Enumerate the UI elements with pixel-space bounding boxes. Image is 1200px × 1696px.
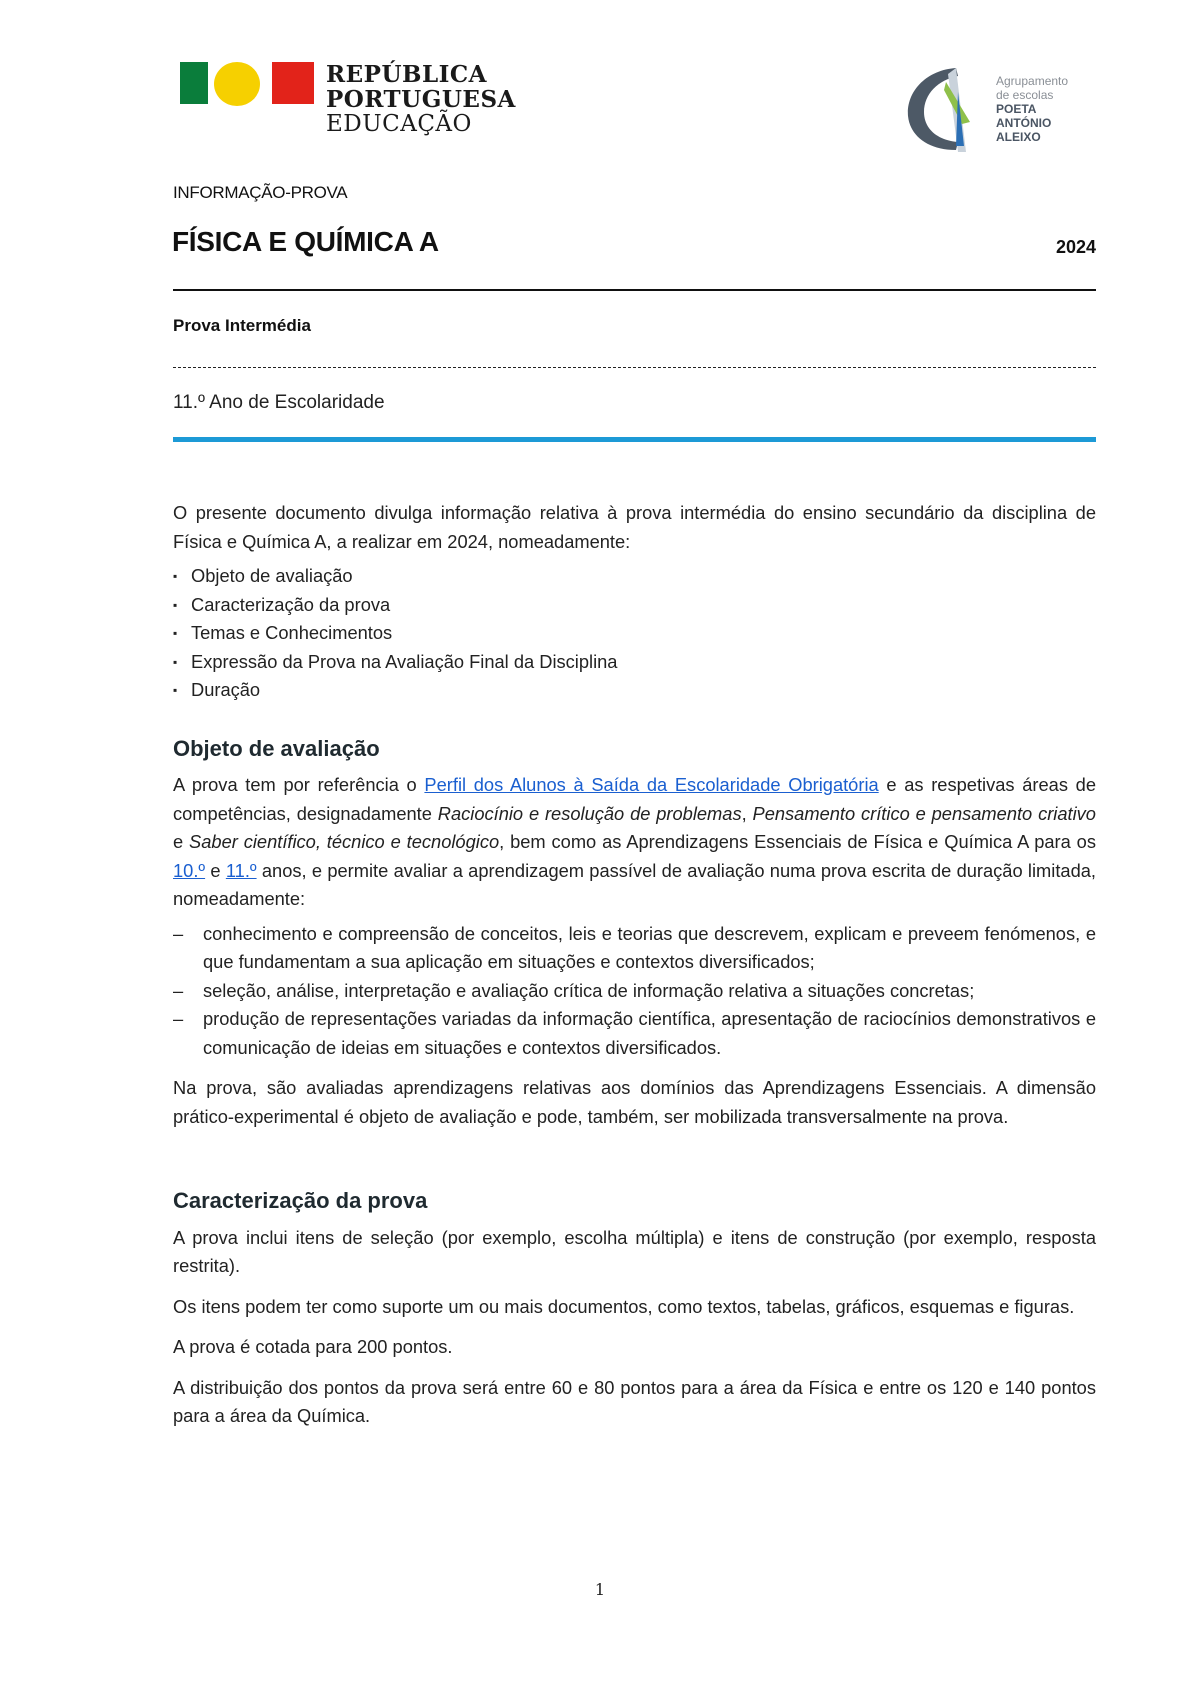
document-label: INFORMAÇÃO-PROVA	[173, 183, 348, 202]
intro-list	[173, 562, 1096, 705]
exam-type: Prova Intermédia	[173, 316, 311, 335]
list-item: ▪ Duração	[173, 676, 1096, 705]
intro-paragraph: O presente documento divulga informação relativa à prova intermédia do ensino secundário da disciplina de Física e Química A, a realizar em 2024, nomeadamente:	[173, 502, 1096, 552]
text-span: anos, e permite avaliar a aprendizagem passível de avaliação numa prova escrita de duração limitada, nomeadamente:	[173, 859, 1097, 909]
text-span: A prova tem por referência o	[173, 774, 425, 795]
ae-10-link[interactable]: 10.º	[173, 859, 206, 881]
objeto-paragraph-2: Na prova, são avaliadas aprendizagens relativas aos domínios das Aprendizagens Essenciais. A dimensão prático-experimental é objeto de avaliação e pode, também, ser mobilizada transversalmente na prova.	[173, 1077, 1096, 1127]
list-item: ▪ Temas e Conhecimentos	[173, 619, 1096, 648]
school-logo-line-3: POETA	[996, 102, 1037, 116]
list-item: ▪ Expressão da Prova na Avaliação Final da Disciplina	[173, 648, 1096, 677]
document-body	[173, 499, 1096, 1431]
page-number: 1	[594, 1580, 606, 1599]
italic-text: Saber científico, técnico e tecnológico	[189, 831, 500, 852]
document-title: FÍSICA E QUÍMICA A	[172, 226, 439, 257]
title-divider	[173, 289, 1096, 291]
list-item: ▪ Caracterização da prova	[173, 591, 1096, 620]
school-logo-line-2: de escolas	[996, 88, 1054, 102]
caracterizacao-paragraph-2: Os itens podem ter como suporte um ou mais documentos, como textos, tabelas, gráficos, esquemas e figuras.	[173, 1295, 1075, 1317]
text-span: e	[173, 831, 190, 852]
list-item: – seleção, análise, interpretação e avaliação crítica de informação relativa a situações concretas;	[173, 977, 1096, 1006]
list-item: – conhecimento e compreensão de conceitos, leis e teorias que descrevem, explicam e preveem fenómenos, e que fundamentam a sua aplicação em situações e contextos diversificados;	[173, 920, 1096, 977]
list-item: – produção de representações variadas da informação científica, apresentação de raciocínios demonstrativos e comunicação de ideias em situações e contextos diversificados.	[173, 1005, 1096, 1062]
objeto-paragraph	[173, 771, 1096, 914]
logo-line-3: EDUCAÇÃO	[326, 111, 472, 137]
logo-line-2: PORTUGUESA	[326, 86, 516, 113]
logo-line-1: REPÚBLICA	[326, 61, 488, 88]
school-logo-line-4: ANTÓNIO ALEIXO	[996, 116, 1052, 144]
school-emblem-icon	[898, 62, 998, 158]
document-year: 2024	[1055, 237, 1096, 257]
grade-level: 11.º Ano de Escolaridade	[173, 392, 385, 413]
accent-divider	[173, 437, 1096, 442]
list-item: ▪ Objeto de avaliação	[173, 562, 1096, 591]
caracterizacao-paragraph-1: A prova inclui itens de seleção (por exemplo, escolha múltipla) e itens de construção (por exemplo, resposta restrita).	[173, 1226, 1096, 1276]
ae-11-link[interactable]: 11.º	[225, 859, 257, 881]
caracterizacao-paragraph-4: A distribuição dos pontos da prova será entre 60 e 80 pontos para a área da Física e entre os 120 e 140 pontos para a área da Química.	[173, 1376, 1096, 1426]
logo-wordmark	[326, 62, 516, 137]
text-span: e	[205, 859, 226, 881]
republica-portuguesa-logo	[180, 62, 516, 137]
objeto-list	[173, 920, 1096, 1063]
text-span: e as respetivas áreas de competências, designadamente	[173, 774, 1096, 824]
italic-text: Pensamento crítico e pensamento criativo	[752, 802, 1096, 824]
school-logo-line-1: Agrupamento	[996, 74, 1069, 88]
caracterizacao-paragraph-3: A prova é cotada para 200 pontos.	[173, 1336, 453, 1357]
perfil-alunos-link[interactable]: Perfil dos Alunos à Saída da Escolaridade Obrigatória	[424, 774, 879, 795]
school-logo	[898, 62, 1098, 158]
text-span: ,	[741, 802, 753, 824]
school-logo-text	[996, 74, 1098, 144]
italic-text: Raciocínio e resolução de problemas	[437, 802, 742, 824]
text-span: , bem como as Aprendizagens Essenciais de Física e Química A para os	[499, 831, 1096, 852]
dashed-divider	[173, 367, 1096, 368]
section-heading-caracterizacao: Caracterização da prova	[173, 1188, 428, 1213]
section-heading-objeto: Objeto de avaliação	[173, 735, 380, 761]
flag-shapes-icon	[180, 62, 316, 106]
